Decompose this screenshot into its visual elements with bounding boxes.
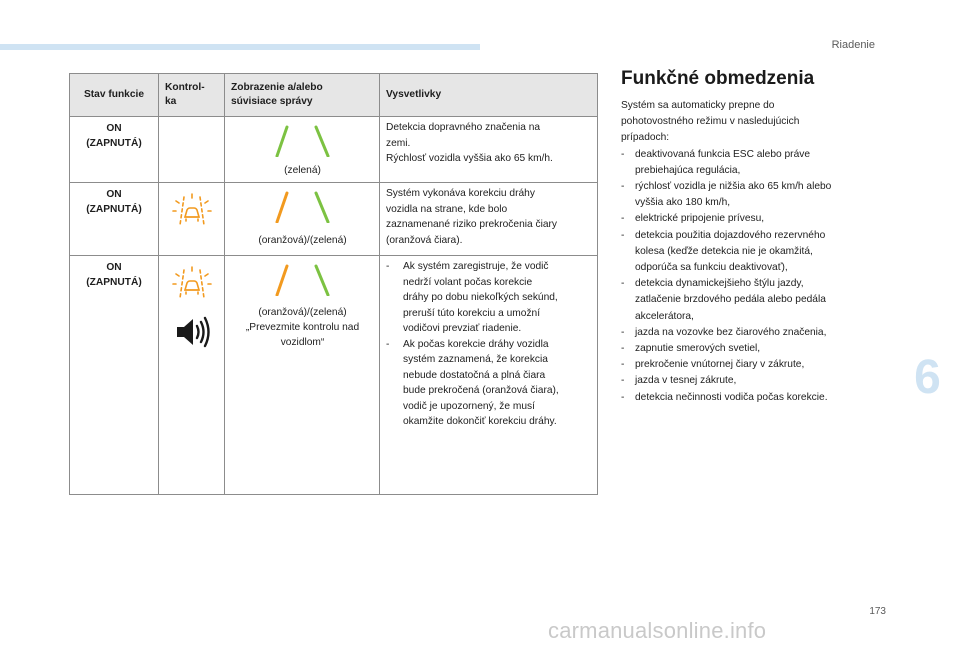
- left-lane-line: [277, 266, 287, 295]
- speaker-sound-icon: [175, 316, 211, 348]
- caption-line: vozidlom“: [280, 337, 325, 348]
- lane-departure-warning-icon: [171, 264, 213, 304]
- explanation-cell: [380, 183, 597, 255]
- header-indicator-line: ka: [165, 96, 177, 107]
- header-display: [225, 74, 380, 116]
- list-item: [621, 390, 887, 406]
- explanation-line: zemi.: [386, 137, 411, 149]
- header-display-line: súvisiace správy: [231, 96, 313, 107]
- section-title: Funkčné obmedzenia: [621, 68, 815, 89]
- header-explanation-text: Vysvetlivky: [386, 89, 442, 100]
- item-line: akcelerátora,: [635, 310, 694, 322]
- header-status: [70, 74, 159, 116]
- list-item: [621, 357, 887, 373]
- explanation-line: nedrží volant počas korekcie: [403, 276, 533, 288]
- header-accent-bar: [0, 44, 480, 50]
- status-on-label: (ZAPNUTÁ): [86, 277, 142, 288]
- status-cell: [70, 117, 159, 182]
- explanation-line: vodič je upozornený, že musí: [403, 400, 535, 412]
- list-item: [621, 211, 887, 227]
- explanation-line: Systém vykonáva korekciu dráhy: [386, 188, 535, 199]
- status-on-label: (ZAPNUTÁ): [86, 204, 142, 215]
- list-item: [621, 276, 887, 325]
- item-line: - detekcia použitia dojazdového rezervného: [635, 229, 826, 241]
- item-line: - prekročenie vnútornej čiary v zákrute,: [635, 359, 805, 371]
- display-caption: [225, 163, 380, 178]
- explanation-line: systém zaznamená, že korekcia: [403, 354, 548, 365]
- list-item: [621, 373, 887, 389]
- intro-line: prípadoch:: [621, 132, 670, 144]
- indicator-cell: [159, 183, 225, 255]
- table-row: [70, 256, 597, 494]
- explanation-line: - Ak počas korekcie dráhy vozidla: [403, 338, 549, 350]
- limitations-list: [621, 147, 887, 406]
- list-item: [621, 341, 887, 357]
- status-on: ON: [106, 262, 122, 273]
- left-lane-line: [277, 193, 287, 222]
- item-line: kolesa (keďže detekcia nie je okamžitá,: [635, 245, 813, 257]
- explanation-line: preruší túto korekciu a umožní: [403, 307, 541, 319]
- item-line: prebiehajúca regulácia,: [635, 164, 741, 176]
- table-header-row: [70, 74, 597, 117]
- explanation-line: Rýchlosť vozidla vyššia ako 65 km/h.: [386, 153, 553, 164]
- status-table: [69, 73, 598, 495]
- explanation-line: bude prekročená (oranžová čiara),: [403, 385, 559, 396]
- item-line: - jazda na vozovke bez čiarového značenia,: [635, 326, 827, 338]
- list-item: [621, 147, 887, 179]
- indicator-cell: [159, 256, 225, 494]
- lane-departure-warning-icon: [171, 191, 213, 231]
- header-display-text: [231, 81, 323, 109]
- table-row: [70, 117, 597, 183]
- explanation-line: vodičovi prevziať riadenie.: [403, 323, 522, 334]
- right-lane-line: [316, 193, 328, 222]
- explanation-line: (oranžová čiara).: [386, 234, 463, 246]
- intro-paragraph: [621, 98, 887, 147]
- status-cell: [70, 256, 159, 494]
- caption-line: (zelená): [284, 165, 321, 176]
- display-caption: [225, 233, 380, 248]
- header-explanation: [380, 74, 597, 116]
- right-lane-line: [316, 266, 328, 295]
- explanation-line: dráhy po dobu niekoľkých sekúnd,: [403, 292, 558, 303]
- explanation-cell: [380, 117, 597, 182]
- explanation-line: nebude dostatočná a plná čiara: [403, 369, 546, 381]
- item-line: - rýchlosť vozidla je nižšia ako 65 km/h alebo: [635, 181, 832, 193]
- explanation-line: vozidla na strane, kde bolo: [386, 203, 508, 215]
- status-cell: [70, 183, 159, 255]
- display-cell: [225, 183, 380, 255]
- table-row: [70, 183, 597, 256]
- display-cell: [225, 256, 380, 494]
- intro-line: pohotovostného režimu v nasledujúcich: [621, 116, 800, 128]
- explanation-line: zaznamenané riziko prekročenia čiary: [386, 219, 558, 230]
- list-item: [621, 228, 887, 277]
- item-line: - zapnutie smerových svetiel,: [635, 343, 761, 355]
- header-display-line: Zobrazenie a/alebo: [231, 82, 323, 93]
- caption-line: (oranžová)/(zelená): [258, 235, 347, 246]
- status-on-label: (ZAPNUTÁ): [86, 138, 142, 149]
- list-item: [386, 337, 591, 430]
- section-label: Riadenie: [831, 39, 875, 51]
- list-item: [386, 259, 591, 337]
- display-caption: [225, 305, 380, 350]
- caption-line: (oranžová)/(zelená): [258, 307, 347, 318]
- display-cell: [225, 117, 380, 182]
- left-lane-line: [277, 127, 287, 156]
- list-item: [621, 325, 887, 341]
- item-line: odporúča sa funkciu deaktivovať),: [635, 262, 788, 274]
- header-indicator: [159, 74, 225, 116]
- right-lane-line: [316, 127, 328, 156]
- item-line: - detekcia nečinnosti vodiča počas korekcie.: [635, 391, 828, 403]
- item-line: - deaktivovaná funkcia ESC alebo práve: [635, 148, 810, 160]
- header-indicator-line: Kontrol-: [165, 82, 205, 93]
- caption-line: „Prevezmite kontrolu nad: [245, 322, 360, 333]
- explanation-line: okamžite dokončiť korekciu dráhy.: [403, 416, 557, 427]
- status-on: ON: [106, 123, 122, 134]
- intro-line: Systém sa automaticky prepne do: [621, 100, 775, 111]
- explanation-list: [386, 259, 591, 430]
- header-indicator-text: [165, 81, 205, 109]
- lane-lines-icon: [225, 191, 380, 223]
- status-on: ON: [106, 189, 122, 200]
- chapter-number: 6: [914, 351, 941, 404]
- page-number: 173: [869, 606, 886, 617]
- explanation-cell: [380, 256, 597, 494]
- explanation-line: - Ak systém zaregistruje, že vodič: [403, 261, 549, 272]
- header-status-text: Stav funkcie: [83, 89, 145, 100]
- indicator-cell: [159, 117, 225, 182]
- item-line: vyššia ako 180 km/h,: [635, 197, 731, 209]
- lane-lines-icon: [225, 264, 380, 296]
- item-line: - jazda v tesnej zákrute,: [635, 375, 737, 387]
- item-line: - elektrické pripojenie prívesu,: [635, 213, 765, 225]
- watermark: carmanualsonline.info: [548, 618, 767, 643]
- list-item: [621, 179, 887, 211]
- limitations-text: [621, 98, 887, 406]
- explanation-line: Detekcia dopravného značenia na: [386, 122, 541, 133]
- item-line: zatlačenie brzdového pedála alebo pedála: [635, 294, 826, 306]
- item-line: - detekcia dynamickejšieho štýlu jazdy,: [635, 278, 804, 290]
- lane-lines-icon: [225, 125, 380, 157]
